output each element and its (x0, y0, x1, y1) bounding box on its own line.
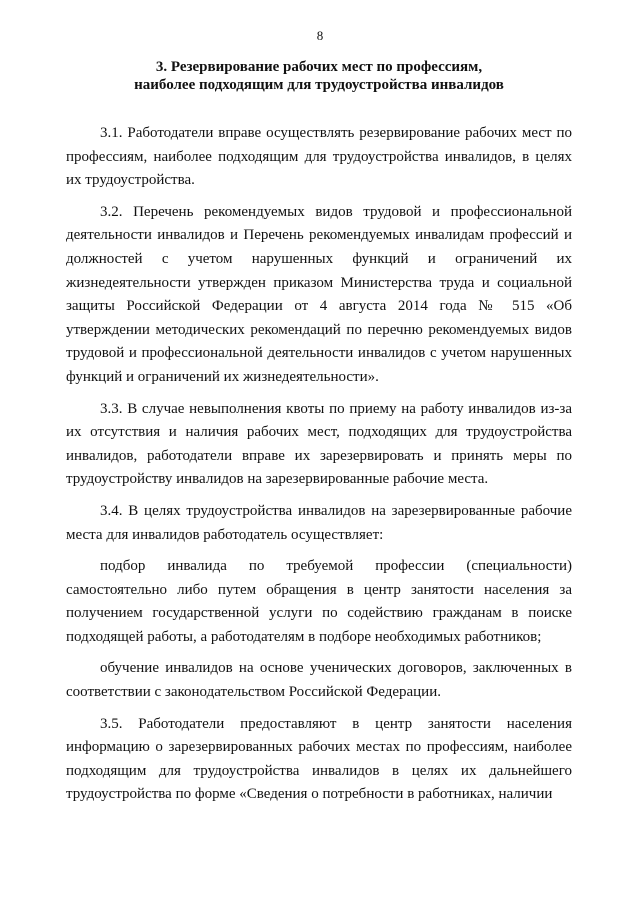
paragraph-3-5: 3.5. Работодатели предоставляют в центр занятости населения информацию о зарезервированных рабочих местах по профессиям, наиболее подходящим для трудоустройства инвалидов в целях их дальнейшего трудоустройства по форме «Сведения о потребности в работниках, наличии (66, 715, 572, 803)
section-heading-line-2: наиболее подходящим для трудоустройства инвалидов (134, 77, 504, 93)
paragraph-3-4-item-selection: подбор инвалида по требуемой профессии (специальности) самостоятельно либо путем обращения в центр занятости населения за получением государственной услуги по содействию гражданам в поиске подходящей работы, а работодателям в подборе необходимых работников; (66, 558, 572, 645)
paragraph-3-1: 3.1. Работодатели вправе осуществлять резервирование рабочих мест по профессиям, наиболее подходящим для трудоустройства инвалидов, в целях их трудоустройства. (66, 125, 572, 189)
document-body (66, 122, 572, 815)
page-number: 8 (316, 28, 324, 43)
section-heading-line-1: 3. Резервирование рабочих мест по профессиям, (155, 59, 483, 75)
section-heading (66, 58, 572, 94)
paragraph-3-4-item-training: обучение инвалидов на основе ученических договоров, заключенных в соответствии с законодательством Российской Федерации. (66, 660, 572, 701)
paragraph-3-4: 3.4. В целях трудоустройства инвалидов на зарезервированные рабочие места для инвалидов работодатель осуществляет: (66, 502, 572, 543)
paragraph-3-3: 3.3. В случае невыполнения квоты по приему на работу инвалидов из-за их отсутствия и наличия рабочих мест, подходящих для трудоустройства инвалидов, работодатели вправе их зарезервировать и принять меры по трудоустройству инвалидов на зарезервированные рабочие места. (66, 400, 572, 488)
paragraph-3-2: 3.2. Перечень рекомендуемых видов трудовой и профессиональной деятельности инвалидов и Перечень рекомендуемых инвалидам профессий и должностей с учетом нарушенных функций и ограничений их жизнедеятельности утвержден приказом Министерства труда и социальной защиты Российской Федерации от 4 августа 2014 года № 515 «Об утверждении методических рекомендаций по перечню рекомендуемых видов трудовой и профессиональной деятельности инвалидов с учетом нарушенных функций и ограничений их жизнедеятельности». (66, 203, 572, 385)
